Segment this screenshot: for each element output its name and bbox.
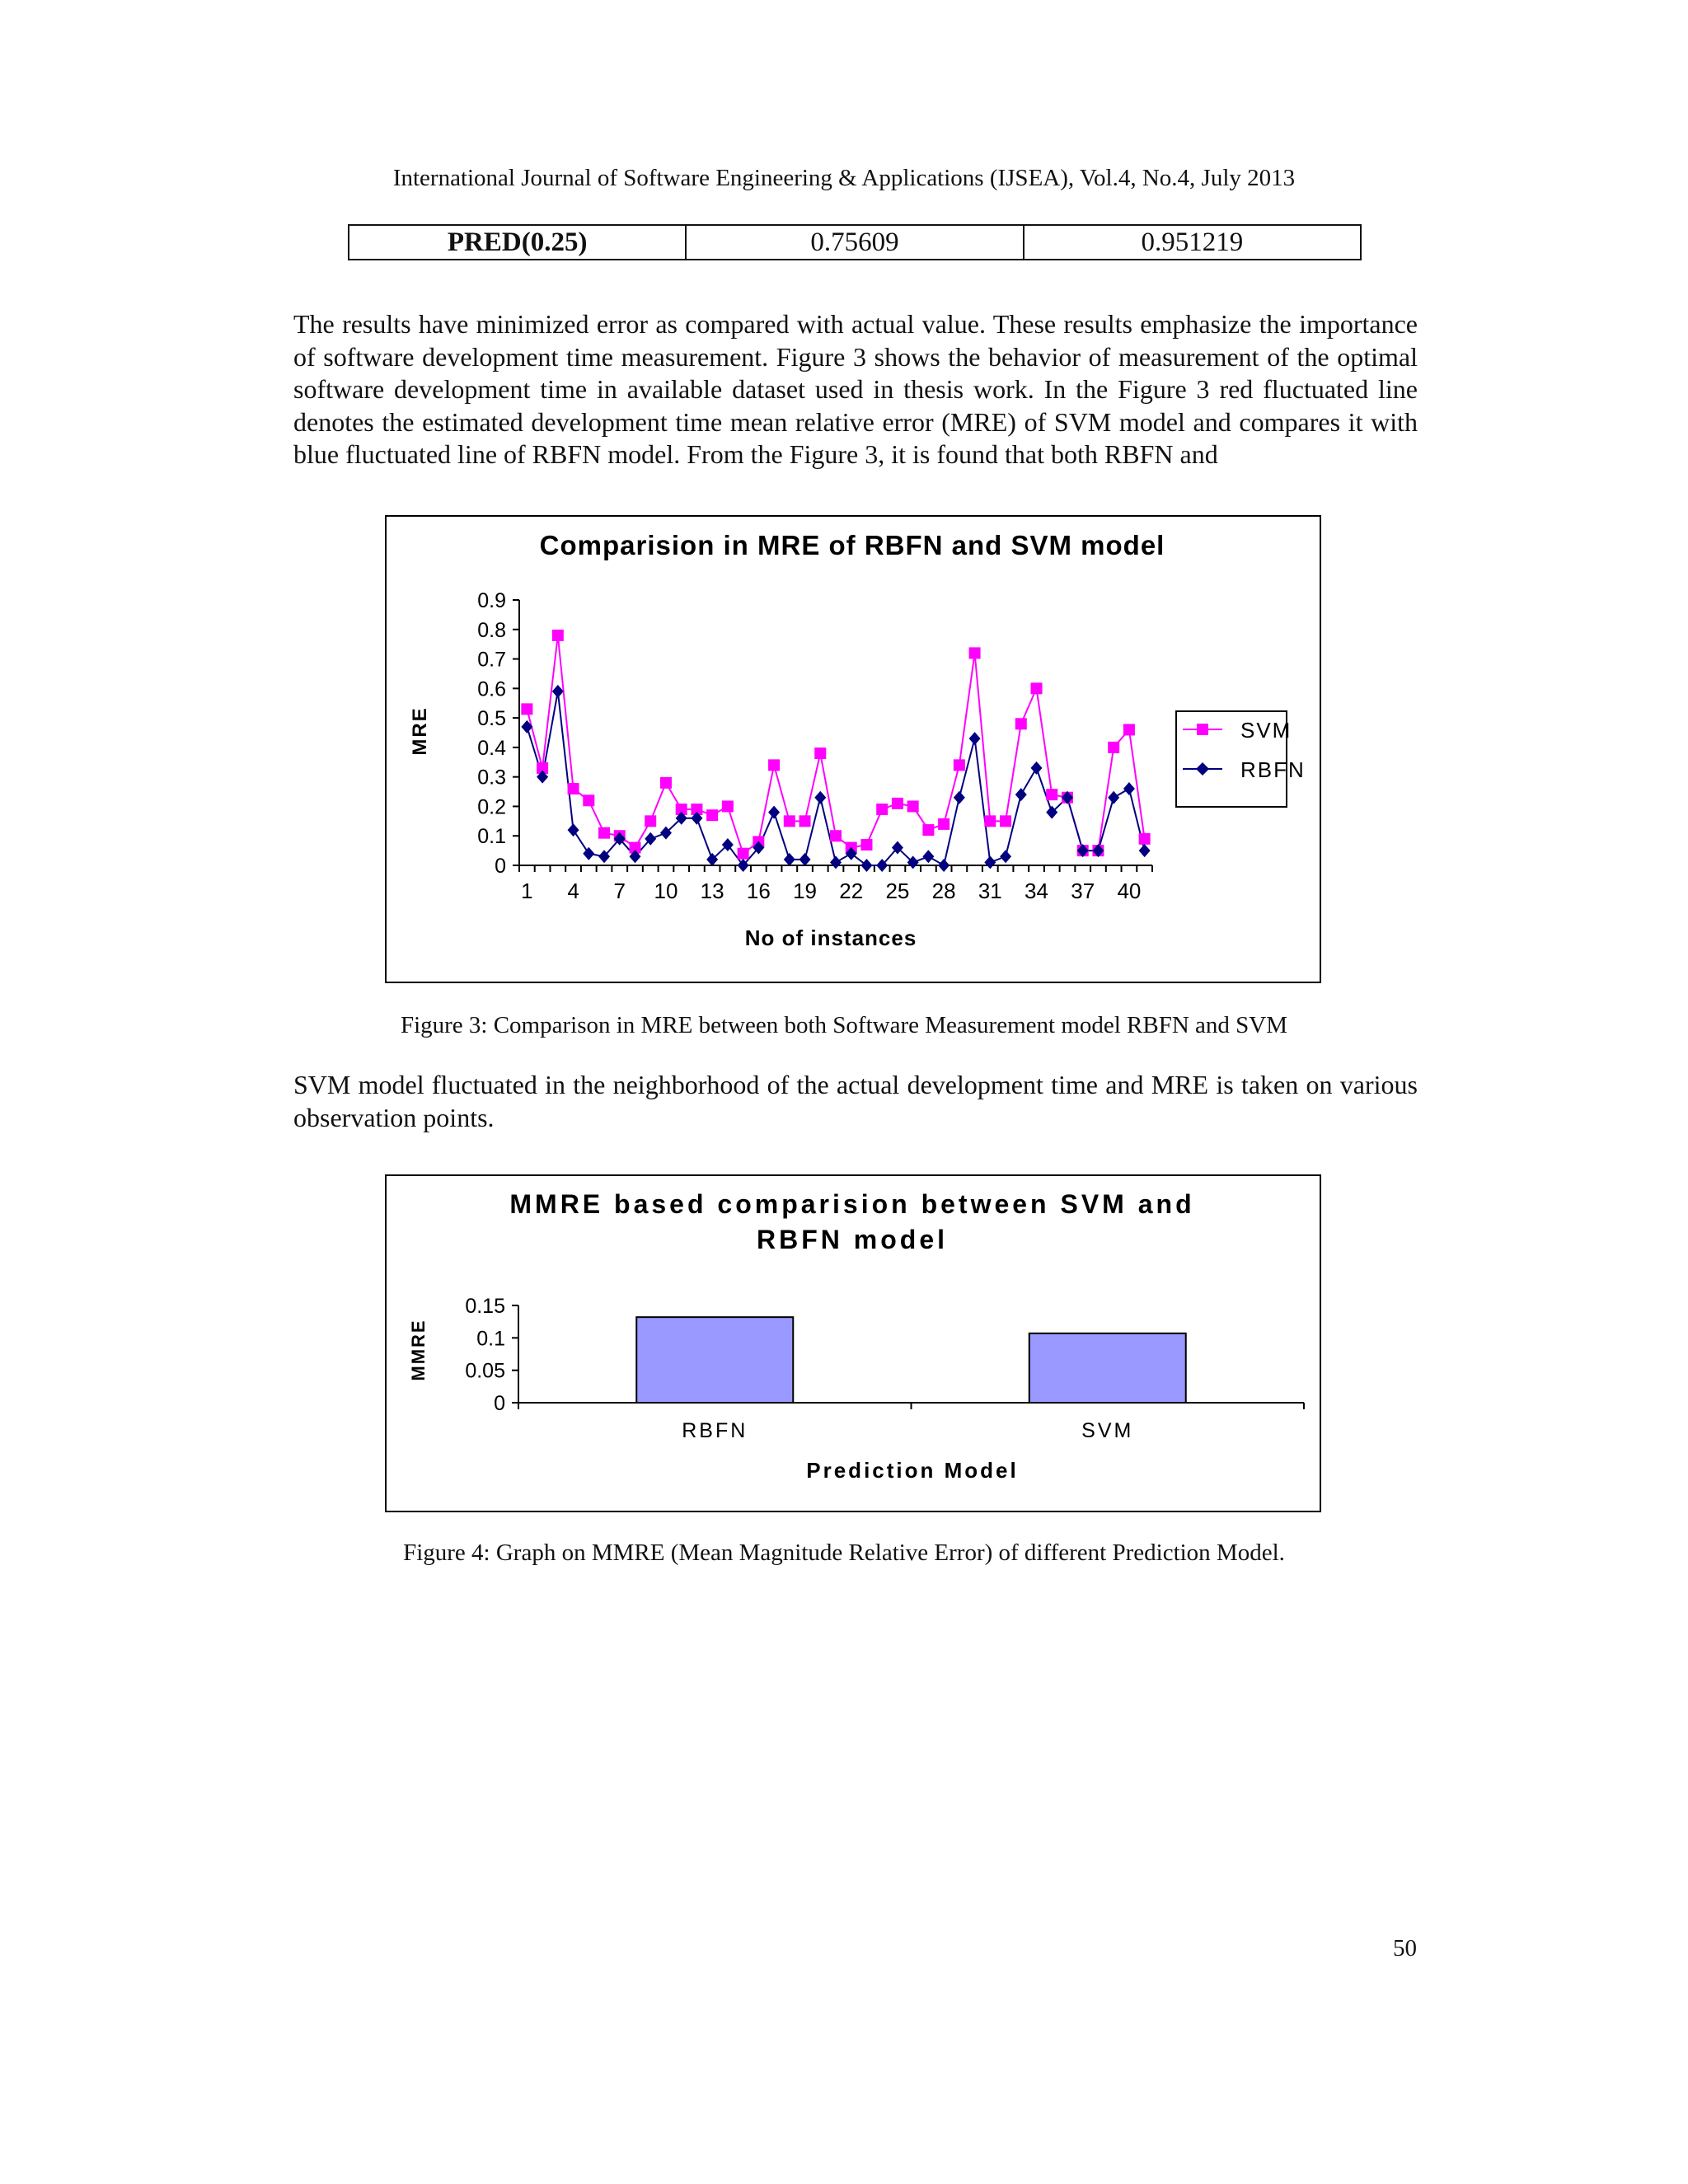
data-point-svm <box>1139 833 1151 845</box>
data-point-svm <box>768 759 780 771</box>
data-point-svm <box>814 748 826 759</box>
y-axis-label: MRE <box>409 706 431 756</box>
data-point-svm <box>738 848 749 860</box>
pred-table <box>348 224 1362 260</box>
x-tick-label: 16 <box>746 879 771 903</box>
x-tick-label: 13 <box>700 879 724 903</box>
figure-3-chart <box>385 515 1321 983</box>
y-tick-label: 0.8 <box>477 618 506 642</box>
data-point-svm <box>1000 815 1011 827</box>
y-tick-label: 0.3 <box>477 766 506 790</box>
y-axis-label: MMRE <box>408 1319 429 1381</box>
x-tick-label: 40 <box>1117 879 1142 903</box>
data-point-svm <box>722 800 734 812</box>
x-tick-label: 1 <box>521 879 533 903</box>
x-tick-label: 10 <box>654 879 678 903</box>
data-point-svm <box>1015 718 1027 729</box>
table-cell: 0.951219 <box>1024 225 1361 260</box>
data-point-svm <box>784 815 795 827</box>
data-point-svm <box>583 794 594 806</box>
page-number: 50 <box>1393 1935 1417 1961</box>
x-tick-label: 22 <box>839 879 864 903</box>
data-point-svm <box>860 839 872 851</box>
y-tick-label: 0.2 <box>477 795 506 819</box>
table-cell-label: PRED(0.25) <box>349 225 686 260</box>
figure-4-caption: Figure 4: Graph on MMRE (Mean Magnitude Relative Error) of different Prediction Model. <box>403 1540 1285 1566</box>
data-point-svm <box>598 827 610 839</box>
x-tick-label: 7 <box>613 879 626 903</box>
chart-title-line-2: RBFN model <box>757 1225 948 1254</box>
y-tick-label: 0.6 <box>477 677 506 701</box>
data-point-svm <box>1123 724 1135 735</box>
table-row <box>349 225 1361 260</box>
bar-svm <box>1029 1333 1186 1403</box>
y-tick-label: 0.4 <box>477 736 506 760</box>
x-tick-label: 25 <box>885 879 910 903</box>
running-header: International Journal of Software Engineering & Applications (IJSEA), Vol.4, No.4, July 2013 <box>392 165 1296 191</box>
data-point-svm <box>938 818 950 830</box>
data-point-svm <box>969 647 981 658</box>
y-tick-label: 0.05 <box>465 1359 505 1383</box>
x-tick-label: SVM <box>1081 1419 1134 1442</box>
data-point-svm <box>1046 789 1057 800</box>
data-point-svm <box>521 703 532 715</box>
data-point-svm <box>568 783 579 794</box>
data-point-svm <box>922 824 934 836</box>
data-point-svm <box>660 777 672 789</box>
y-tick-label: 0.15 <box>465 1295 505 1318</box>
y-tick-label: 0.1 <box>476 1327 505 1351</box>
table-cell: 0.75609 <box>686 225 1023 260</box>
y-tick-label: 0.9 <box>477 589 506 612</box>
x-tick-label: 4 <box>567 879 579 903</box>
legend-marker-svm <box>1197 724 1208 735</box>
data-point-svm <box>1108 742 1119 753</box>
y-tick-label: 0 <box>495 855 506 878</box>
legend-label-svm: SVM <box>1240 718 1292 743</box>
x-tick-label: 34 <box>1025 879 1048 903</box>
data-point-svm <box>706 809 718 821</box>
bar-rbfn <box>636 1317 793 1403</box>
x-tick-label: RBFN <box>682 1419 748 1442</box>
legend <box>1176 711 1306 807</box>
data-point-svm <box>830 830 842 841</box>
data-point-svm <box>892 798 903 809</box>
data-point-svm <box>645 815 656 827</box>
figure-3-caption: Figure 3: Comparison in MRE between both Software Measurement model RBFN and SVM <box>400 1012 1288 1038</box>
x-tick-label: 28 <box>931 879 956 903</box>
y-tick-label: 0.7 <box>477 648 506 672</box>
x-axis-label: Prediction Model <box>806 1458 1019 1483</box>
x-tick-label: 19 <box>793 879 817 903</box>
y-tick-label: 0.1 <box>477 825 506 849</box>
chart-title-line-1: MMRE based comparision between SVM and <box>509 1189 1195 1219</box>
data-point-svm <box>984 815 996 827</box>
data-point-svm <box>799 815 811 827</box>
data-point-svm <box>876 804 888 815</box>
figure-4-chart <box>385 1174 1321 1512</box>
chart-title: Comparision in MRE of RBFN and SVM model <box>539 530 1165 560</box>
data-point-svm <box>907 800 919 812</box>
x-axis-label: No of instances <box>744 926 917 950</box>
data-point-svm <box>552 630 564 641</box>
x-tick-label: 31 <box>978 879 1002 903</box>
x-tick-label: 37 <box>1071 879 1095 903</box>
legend-label-rbfn: RBFN <box>1240 757 1306 782</box>
paragraph-1: The results have minimized error as compared with actual value. These results emphasize the importance of software development time measurement. Figure 3 shows the behavior of measurement of the optimal software development time in available dataset used in thesis work. In the Figure 3 red fluctuated line denotes the estimated development time mean relative error (MRE) of SVM model and compares it with blue fluctuated line of RBFN model. From the Figure 3, it is found that both RBFN and <box>293 309 1418 469</box>
paragraph-2: SVM model fluctuated in the neighborhood of the actual development time and MRE is taken on various observation points. <box>293 1070 1418 1132</box>
data-point-svm <box>954 759 965 771</box>
data-point-svm <box>1031 682 1043 694</box>
y-tick-label: 0 <box>494 1392 505 1415</box>
y-tick-label: 0.5 <box>477 707 506 731</box>
